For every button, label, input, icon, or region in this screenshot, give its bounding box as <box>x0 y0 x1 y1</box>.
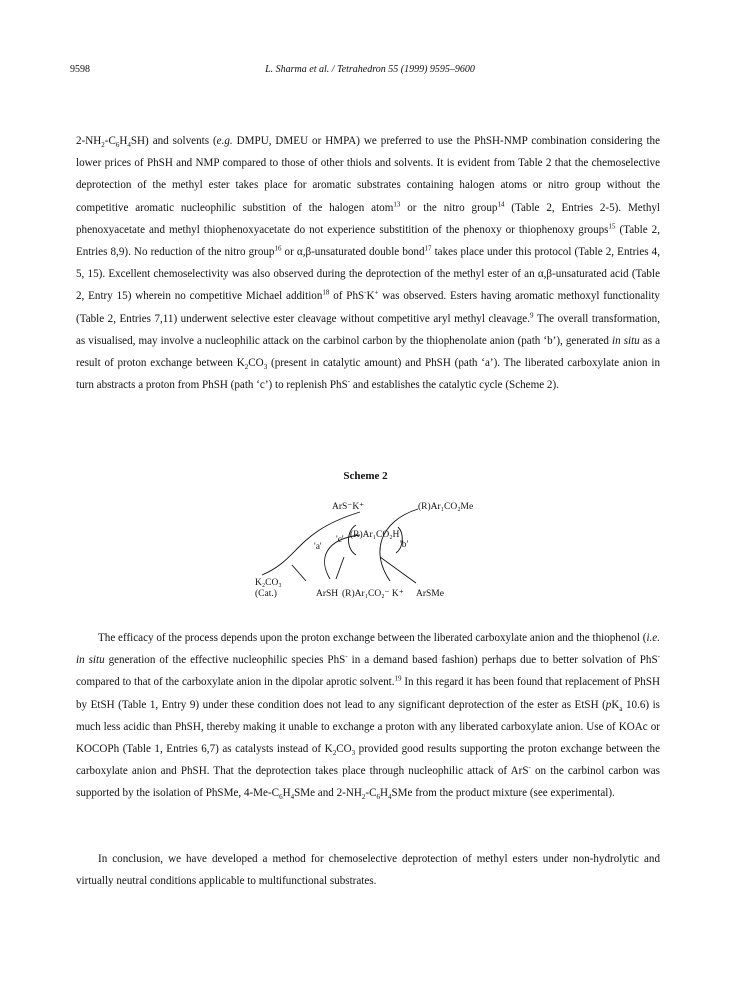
label-path-b: 'b' <box>400 540 409 550</box>
label-path-c: 'c' <box>336 535 344 545</box>
paragraph-3: In conclusion, we have developed a method for chemoselective deprotection of methyl esters under non-hydrolytic and virtually neutral conditions applicable to multifunctional substrates. <box>76 853 660 888</box>
label-arsme: ArSMe <box>416 589 444 599</box>
page-header <box>70 64 670 84</box>
running-head: L. Sharma et al. / Tetrahedron 55 (1999) 9595–9600 <box>265 64 475 75</box>
label-path-a: 'a' <box>314 542 322 552</box>
label-carboxylate: (R)Ar₁CO₂⁻ K⁺ <box>342 589 404 599</box>
line-arsme <box>380 557 416 583</box>
paragraph-2: The efficacy of the process depends upon the proton exchange between the liberated carboxylate anion and the thiophenol (i.e. in situ generation of the effective nucleophilic species PhS- in a demand based fashion) perhaps due to better solvation of PhS- compared to that of the carboxylate anion in the dipolar aprotic solvent.$^{19}$ In this regard it has been found that replacement of PhSH by EtSH (Table 1, Entry 9) under these condition does not lead to any significant deprotection of the ester as EtSH ($pK_a$ 10.6) is much less acidic than PhSH, thereby making it unable to exchange a proton with any liberated carboxylate anion. Use of KOAc or KOCOPh (Table 1, Entries 6,7) as catalysts instead of $K_2CO_3$ provided good results supporting the proton exchange between the carboxylate anion and PhSH. That the deprotection takes place through nucleophilic attack of ArS- on the carbinol carbon was supported by the isolation of PhSMe, $4-Me-C_6H_4SMe$ and $2-NH_2-C_6H_4SMe$ from the product mixture (see experimental). <box>76 632 660 802</box>
label-k2co3: K₂CO₃ <box>255 578 282 588</box>
arc-path-a <box>262 512 360 575</box>
catalytic-cycle-svg <box>240 497 480 607</box>
label-rarco2h: (R)Ar₁CO₂H <box>350 530 400 540</box>
scheme-title: Scheme 2 <box>343 470 388 482</box>
page-number: 9598 <box>70 64 90 75</box>
label-arsh: ArSH <box>316 589 339 599</box>
paragraph-1: $2-NH_2-C_6H_4SH$) and solvents (e.g. DMPU, DMEU or HMPA) we preferred to use the PhSH-NMP combination considering the lower prices of PhSH and NMP compared to those of other thiols and solvents. It is evident from Table 2 that the chemoselective deprotection of the methyl ester takes place for aromatic substrates containing halogen atoms or nitro group without the competitive aromatic nucleophilic substition of the halogen atom$^{13}$ or the nitro group$^{14}$ (Table 2, Entries 2-5). Methyl phenoxyacetate and methyl thiophenoxyacetate do not experience substitition of the phenoxy or thiophenoxy groups$^{15}$ (Table 2, Entries 8,9). No reduction of the nitro group$^{16}$ or α,β-unsaturated double bond$^{17}$ takes place under this protocol (Table 2, Entries 4, 5, 15). Excellent chemoselectivity was also observed during the deprotection of the methyl ester of an α,β-unsaturated acid (Table 2, Entry 15) wherein no competitive Michael addition$^{18}$ of PhS-K+ was observed. Esters having aromatic methoxyl functionality (Table 2, Entries 7,11) underwent selective ester cleavage without competitive aryl methyl cleavage.$^9$ The overall transformation, as visualised, may involve a nucleophilic attack on the carbinol carbon by the thiophenolate anion (path ‘b’), generated in situ as a result of proton exchange between $K_2CO_3$ (present in catalytic amount) and PhSH (path ‘a’). The liberated carboxylate anion in turn abstracts a proton from PhSH (path ‘c’) to replenish PhS- and establishes the catalytic cycle (Scheme 2). <box>76 135 660 392</box>
line-k2co3 <box>292 565 306 581</box>
scheme-2-diagram <box>240 497 480 607</box>
label-arsk: ArS⁻K⁺ <box>332 502 365 512</box>
label-cat: (Cat.) <box>255 589 277 599</box>
line-arsh <box>336 557 344 579</box>
label-rarco2me: (R)Ar₁CO₂Me <box>418 502 474 512</box>
